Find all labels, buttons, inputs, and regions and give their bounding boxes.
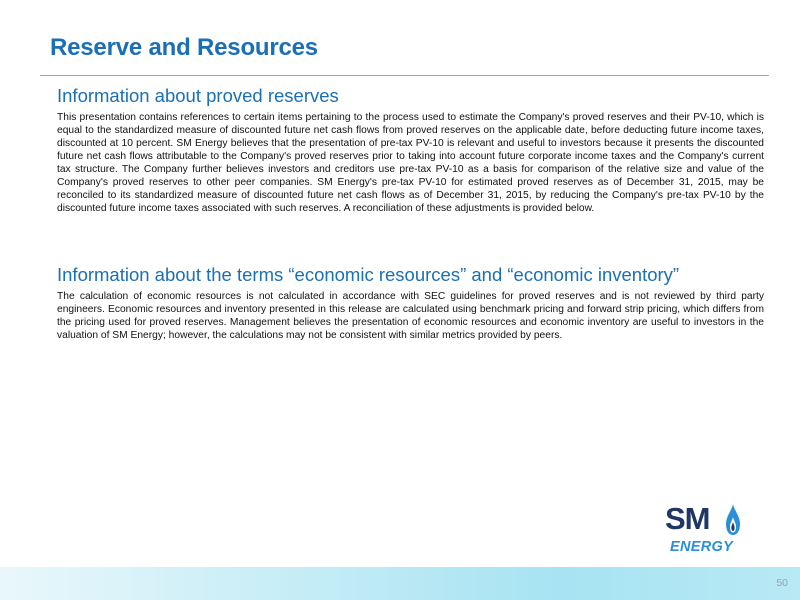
page-number: 50 bbox=[776, 577, 788, 589]
footer-band bbox=[0, 567, 800, 600]
section-heading-economic-resources: Information about the terms “economic resources” and “economic inventory” bbox=[57, 264, 680, 285]
section-body-proved-reserves: This presentation contains references to certain items pertaining to the process used to estimate the Company's proved reserves and their PV-10, which is equal to the standardized measure of discounted future net cash flows from proved reserves on the applicable date, before deducting future income taxes, discounted at 10 percent. SM Energy believes that the presentation of pre-tax PV-10 is relevant and useful to investors because it presents the discounted future net cash flows attributable to the Company's proved reserves prior to taking into account future corporate income taxes and the Company's current tax structure. The Company further believes investors and creditors use pre-tax PV-10 as a basis for comparison of the relative size and value of the Company's proved reserves to other peer companies. SM Energy's pre-tax PV-10 for estimated proved reserves as of December 31, 2015, may be reconciled to its standardized measure of discounted future net cash flows as of December 31, 2015, by reducing the Company's pre-tax PV-10 by the discounted future income taxes associated with such reserves. A reconciliation of these adjustments is provided below. bbox=[57, 112, 764, 214]
flame-icon bbox=[725, 504, 741, 536]
logo-mark-text: SM bbox=[665, 501, 710, 536]
section-heading-proved-reserves: Information about proved reserves bbox=[57, 85, 339, 106]
slide-title: Reserve and Resources bbox=[50, 34, 318, 61]
logo-subtext: ENERGY bbox=[670, 539, 734, 555]
sm-energy-logo bbox=[665, 500, 765, 562]
section-body-economic-resources: The calculation of economic resources is not calculated in accordance with SEC guidelines for proved reserves and is not reviewed by third party engineers. Economic resources and inventory presented in this release are calculated using benchmark pricing and forward strip pricing, which differs from the pricing used for proved reserves. Management believes the presentation of economic resources and economic inventory are useful to investors in the valuation of SM Energy; however, the calculations may not be consistent with similar metrics provided by peers. bbox=[57, 291, 764, 341]
title-divider bbox=[40, 75, 769, 76]
